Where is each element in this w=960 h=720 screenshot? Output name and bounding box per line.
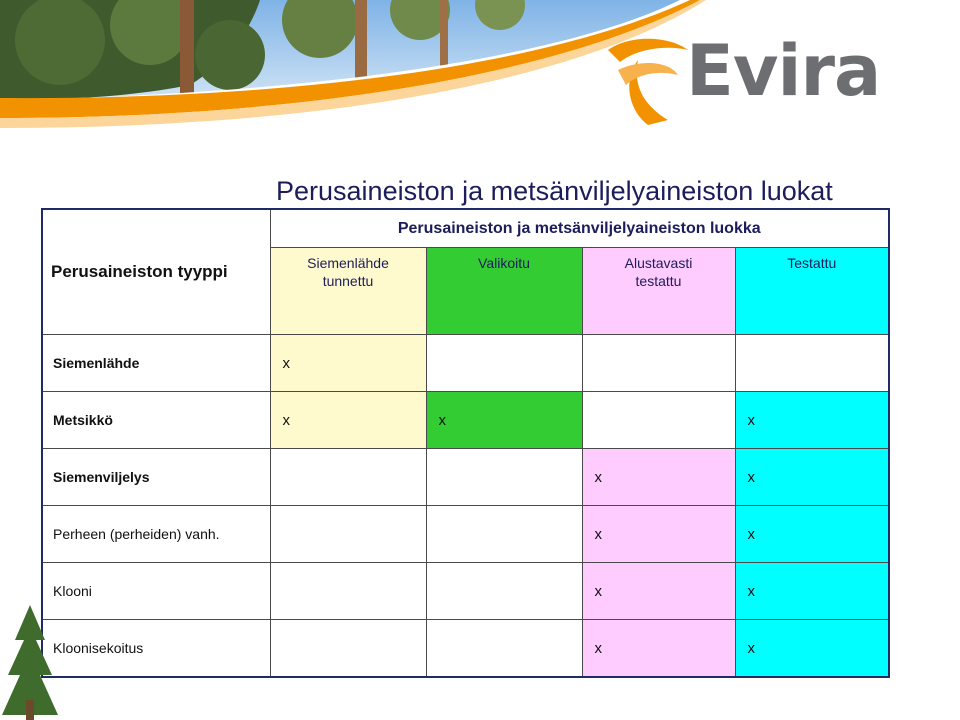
class-table xyxy=(41,208,890,678)
table-cell xyxy=(426,335,582,392)
table-row xyxy=(42,335,889,392)
table-cell: x xyxy=(582,449,735,506)
table-row xyxy=(42,506,889,563)
table-cell xyxy=(270,449,426,506)
table-cell xyxy=(426,506,582,563)
row-label: Klooni xyxy=(42,563,270,620)
page-title: Perusaineiston ja metsänviljelyaineiston luokat xyxy=(276,176,833,206)
table-cell xyxy=(582,335,735,392)
row-label: Perheen (perheiden) vanh. xyxy=(42,506,270,563)
table-cell: x xyxy=(582,506,735,563)
column-header-1: Valikoitu xyxy=(426,248,582,335)
row-label: Siemenlähde xyxy=(42,335,270,392)
group-header: Perusaineiston ja metsänviljelyaineiston luokka xyxy=(270,209,889,248)
table-cell: x xyxy=(582,563,735,620)
table-cell xyxy=(426,620,582,678)
column-header-2: Alustavasti testattu xyxy=(582,248,735,335)
table-row xyxy=(42,620,889,678)
type-header-cell xyxy=(42,209,270,335)
table-cell: x xyxy=(270,392,426,449)
table-cell: x xyxy=(582,620,735,678)
column-header-0: Siemenlähde tunnettu xyxy=(270,248,426,335)
table-cell xyxy=(735,335,889,392)
table-cell: x xyxy=(426,392,582,449)
table-cell xyxy=(270,506,426,563)
table-row xyxy=(42,449,889,506)
row-label: Kloonisekoitus xyxy=(42,620,270,678)
table-cell: x xyxy=(735,392,889,449)
table-cell xyxy=(426,449,582,506)
table-cell: x xyxy=(735,449,889,506)
table-cell xyxy=(270,620,426,678)
table-cell xyxy=(426,563,582,620)
evira-logo: Evira xyxy=(686,30,881,112)
row-label: Siemenviljelys xyxy=(42,449,270,506)
table-cell: x xyxy=(735,563,889,620)
table-row xyxy=(42,563,889,620)
pine-tree-icon xyxy=(0,600,60,720)
table-row xyxy=(42,392,889,449)
column-header-3: Testattu xyxy=(735,248,889,335)
table-cell: x xyxy=(735,620,889,678)
table-cell xyxy=(582,392,735,449)
table-cell: x xyxy=(270,335,426,392)
table-cell xyxy=(270,563,426,620)
row-label: Metsikkö xyxy=(42,392,270,449)
type-header: Perusaineiston tyyppi xyxy=(51,262,228,281)
table-cell: x xyxy=(735,506,889,563)
